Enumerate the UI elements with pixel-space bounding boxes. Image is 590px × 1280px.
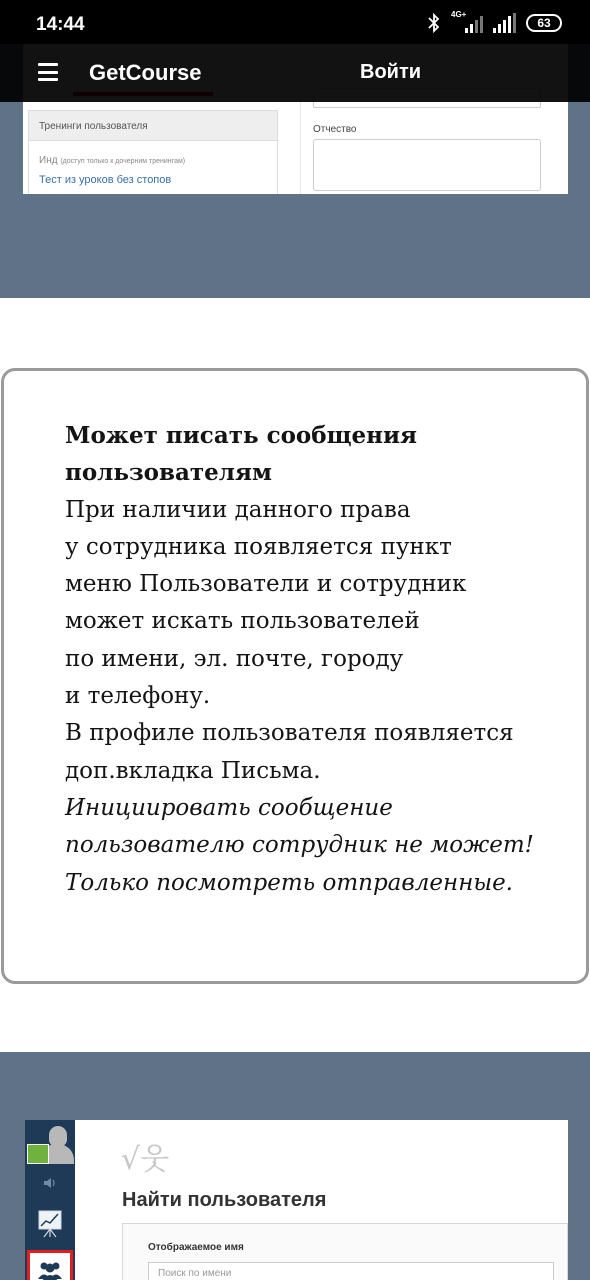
patronymic-label: Отчество xyxy=(313,124,357,135)
info-body-line: При наличии данного права xyxy=(65,496,411,523)
info-heading-line: пользователям xyxy=(65,459,272,487)
ind-label: Инд xyxy=(39,155,58,166)
find-user-panel xyxy=(122,1223,568,1280)
network-type-label: 4G+ xyxy=(451,10,467,19)
find-user-title: Найти пользователя xyxy=(122,1189,327,1211)
info-body-line: может искать пользователей xyxy=(65,608,420,635)
patronymic-field[interactable] xyxy=(313,139,541,191)
info-italic-line: Инициировать сообщение xyxy=(65,794,393,821)
brand-logo-icon: √웃 xyxy=(121,1142,170,1177)
info-text xyxy=(65,417,545,902)
ind-note: (доступ только к дочерним тренингам) xyxy=(60,158,186,165)
training-link[interactable]: Тест из уроков без стопов xyxy=(39,174,172,186)
status-time: 14:44 xyxy=(36,14,85,35)
status-bar xyxy=(0,0,590,44)
info-italic-line: Только посмотреть отправленные. xyxy=(65,869,513,896)
app-title[interactable]: GetCourse xyxy=(89,60,202,85)
display-name-label: Отображаемое имя xyxy=(148,1242,244,1253)
mobile-signal-icon xyxy=(451,10,483,33)
status-icons xyxy=(427,10,562,33)
side-nav xyxy=(25,1120,75,1280)
app-bar xyxy=(0,44,590,102)
users-icon[interactable] xyxy=(27,1250,73,1280)
user-trainings-panel xyxy=(28,110,278,194)
info-body-line: доп.вкладка Письма. xyxy=(65,757,321,784)
trainings-header: Тренинги пользователя xyxy=(29,111,277,141)
info-body-line: по имени, эл. почте, городу xyxy=(65,645,404,672)
bluetooth-icon xyxy=(427,13,441,33)
info-body-line: меню Пользователи и сотрудник xyxy=(65,571,467,598)
info-heading-line: Может писать сообщения xyxy=(65,422,418,449)
avatar-icon[interactable] xyxy=(25,1120,75,1166)
bottom-screenshot-section xyxy=(0,1052,590,1280)
sound-icon[interactable] xyxy=(25,1168,75,1198)
ind-row xyxy=(39,155,185,166)
hamburger-menu-icon[interactable] xyxy=(38,63,58,81)
info-body-line: и телефону. xyxy=(65,683,211,710)
info-body-line: В профиле пользователя появляется xyxy=(65,720,514,747)
login-button[interactable]: Войти xyxy=(360,61,422,83)
chart-icon[interactable] xyxy=(25,1202,75,1246)
info-card xyxy=(1,368,589,984)
info-body-line: у сотрудника появляется пункт xyxy=(65,533,452,560)
battery-icon: 63 xyxy=(526,14,562,32)
info-italic-line: пользователю сотрудник не может! xyxy=(65,832,534,859)
bottom-screenshot xyxy=(25,1120,568,1280)
search-input[interactable]: Поиск по имени xyxy=(148,1262,554,1280)
signal-icon xyxy=(493,13,516,33)
